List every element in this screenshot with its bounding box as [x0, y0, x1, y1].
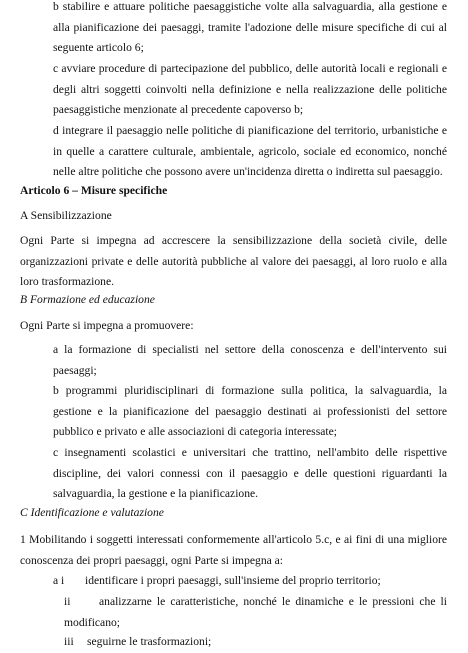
list-item-text: identificare i propri paesaggi, sull'insieme del proprio territorio;	[85, 574, 381, 587]
section-a-text: Ogni Parte si impegna ad accrescere la sensibilizzazione della società civile, delle organizzazioni private e delle autorità pubbliche al valore dei paesaggi, al loro ruolo e alla loro trasformazione.	[20, 234, 447, 289]
section-c-heading: C Identificazione e valutazione	[20, 506, 164, 519]
section-b-heading: B Formazione ed educazione	[20, 293, 155, 306]
section-b-item-b: b programmi pluridisciplinari di formazione sulla politica, la salvaguardia, la gestione e la pianificazione del paesaggio destinati ai professionisti del settore pubblico e privato e alle associazioni di categoria interessate;	[53, 384, 447, 439]
list-item-text: seguirne le trasformazioni;	[87, 635, 212, 648]
article6-heading: Articolo 6 – Misure specifiche	[20, 184, 168, 197]
list-marker: ii	[64, 595, 71, 608]
article5-item-b: b stabilire e attuare politiche paesaggistiche volte alla salvaguardia, alla gestione e alla pianificazione dei paesaggi, tramite l'adozione delle misure specifiche di cui al seguente articolo 6;	[53, 0, 447, 55]
section-b-item-c: c insegnamenti scolastici e universitari che trattino, nell'ambito delle rispettive discipline, dei valori connessi con il paesaggio e delle questioni riguardanti la salvaguardia, la gestione e la pianificazione.	[53, 446, 447, 501]
list-marker: a i	[53, 574, 65, 587]
section-c-item-iii	[64, 632, 447, 653]
section-a-heading: A Sensibilizzazione	[20, 209, 112, 222]
article5-item-d: d integrare il paesaggio nelle politiche di pianificazione del territorio, urbanistiche e in quelle a carattere culturale, ambientale, agricolo, sociale ed economico, nonché nelle altre politiche che possono avere un'incidenza diretta o indiretta sul paesaggio.	[53, 124, 447, 179]
section-c-text: 1 Mobilitando i soggetti interessati conformemente all'articolo 5.c, e ai fini di una migliore conoscenza dei propri paesaggi, ogni Parte si impegna a:	[20, 533, 447, 567]
section-c-item-a-i	[53, 571, 447, 592]
section-b-item-a: a la formazione di specialisti nel settore della conoscenza e dell'intervento sui paesaggi;	[53, 343, 447, 377]
section-b-intro: Ogni Parte si impegna a promuovere:	[20, 319, 194, 332]
list-marker: iii	[64, 635, 74, 648]
section-c-item-ii	[64, 592, 447, 633]
article5-item-c: c avviare procedure di partecipazione del pubblico, delle autorità locali e regionali e degli altri soggetti coinvolti nella definizione e nella realizzazione delle politiche paesaggistiche menzionate al precedente capoverso b;	[53, 62, 447, 117]
list-item-text: analizzarne le caratteristiche, nonché le dinamiche e le pressioni che li modificano;	[64, 595, 447, 629]
